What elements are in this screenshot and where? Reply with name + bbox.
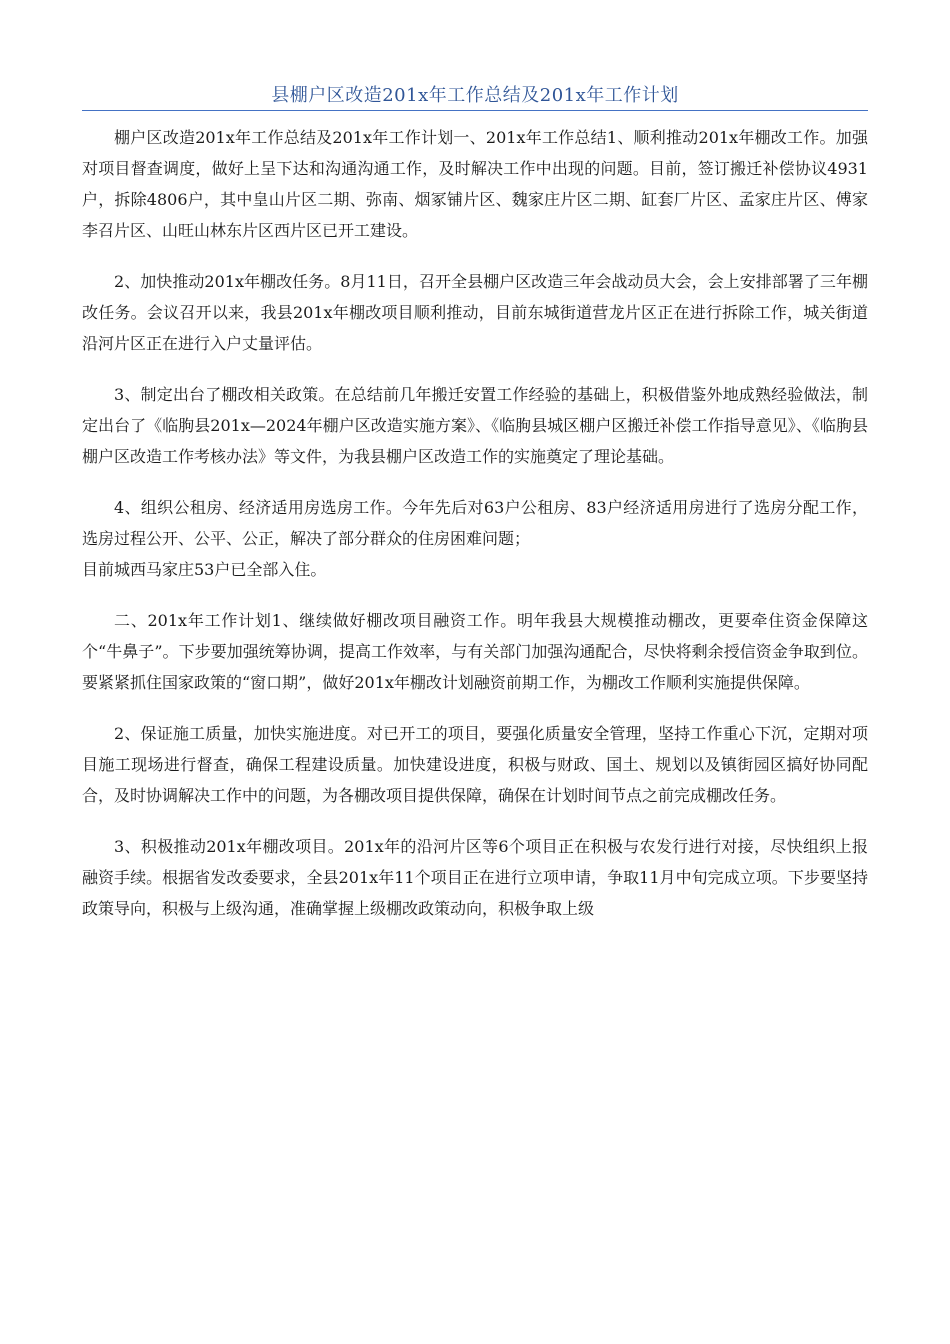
paragraph-2: 2、加快推动201x年棚改任务。8月11日，召开全县棚户区改造三年会战动员大会，会上安排部署了三年棚改任务。会议召开以来，我县201x年棚改项目顺利推动，目前东城街道营龙片区正在进行拆除工作，城关街道沿河片区正在进行入户丈量评估。 — [82, 272, 868, 353]
title-underline — [82, 110, 868, 111]
paragraph-8: 3、积极推动201x年棚改项目。201x年的沿河片区等6个项目正在积极与农发行进行对接，尽快组织上报融资手续。根据省发改委要求，全县201x年11个项目正在进行立项申请，争取11月中旬完成立项。下步要坚持政策导向，积极与上级沟通，准确掌握上级棚改政策动向，积极争取上级 — [82, 837, 868, 918]
paragraph-1: 棚户区改造201x年工作总结及201x年工作计划一、201x年工作总结1、顺利推动201x年棚改工作。加强对项目督查调度，做好上呈下达和沟通沟通工作，及时解决工作中出现的问题。目前，签订搬迁补偿协议4931户，拆除4806户，其中皇山片区二期、弥南、烟冢铺片区、魏家庄片区二期、缸套厂片区、孟家庄片区、傅家李召片区、山旺山林东片区西片区已开工建设。 — [82, 128, 868, 240]
paragraph-7: 2、保证施工质量，加快实施进度。对已开工的项目，要强化质量安全管理，坚持工作重心下沉，定期对项目施工现场进行督查，确保工程建设质量。加快建设进度，积极与财政、国土、规划以及镇街园区搞好协同配合，及时协调解决工作中的问题，为各棚改项目提供保障，确保在计划时间节点之前完成棚改任务。 — [82, 724, 868, 805]
paragraph-5: 目前城西马家庄53户已全部入住。 — [82, 560, 327, 579]
paragraph-4: 4、组织公租房、经济适用房选房工作。今年先后对63户公租房、83户经济适用房进行了选房分配工作，选房过程公开、公平、公正，解决了部分群众的住房困难问题； — [82, 498, 868, 548]
document-title: 县棚户区改造201x年工作总结及201x年工作计划 — [271, 85, 679, 106]
paragraph-6: 二、201x年工作计划1、继续做好棚改项目融资工作。明年我县大规模推动棚改，更要牵住资金保障这个“牛鼻子”。下步要加强统筹协调，提高工作效率，与有关部门加强沟通配合，尽快将剩余授信资金争取到位。要紧紧抓住国家政策的“窗口期”，做好201x年棚改计划融资前期工作，为棚改工作顺利实施提供保障。 — [82, 611, 868, 692]
document-body — [82, 122, 868, 944]
paragraph-3: 3、制定出台了棚改相关政策。在总结前几年搬迁安置工作经验的基础上，积极借鉴外地成熟经验做法，制定出台了《临朐县201x—2024年棚户区改造实施方案》、《临朐县城区棚户区搬迁补偿工作指导意见》、《临朐县棚户区改造工作考核办法》等文件，为我县棚户区改造工作的实施奠定了理论基础。 — [82, 385, 868, 466]
